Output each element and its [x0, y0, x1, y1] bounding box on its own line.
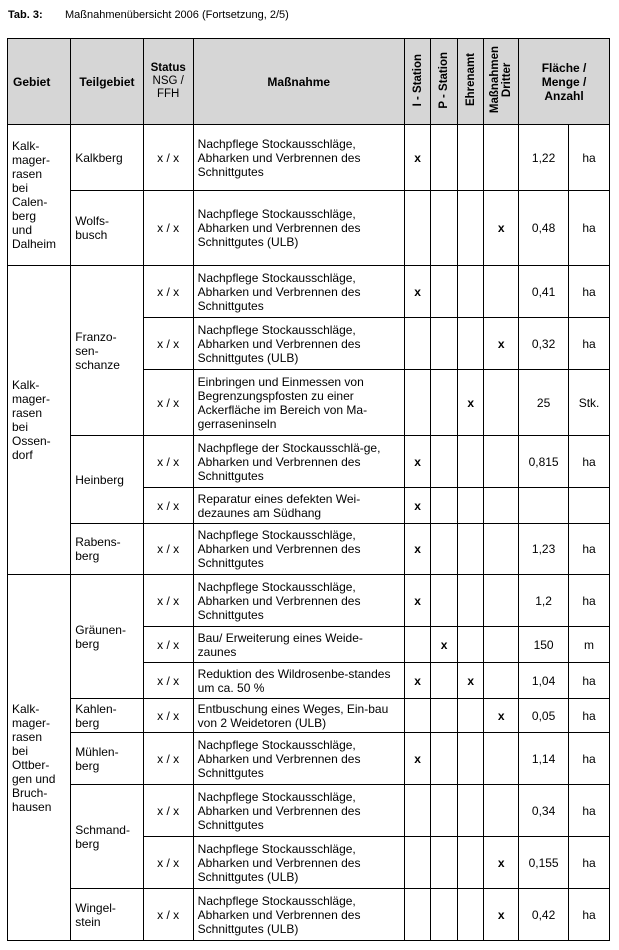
- dritter-cell: [484, 785, 519, 837]
- header-i-station: [404, 39, 431, 125]
- status-cell: x / x: [143, 575, 193, 627]
- p-station-cell: [431, 488, 458, 524]
- teilgebiet-cell: Kahlen- berg: [71, 699, 143, 733]
- table-row: [8, 524, 610, 575]
- ehrenamt-cell: [457, 488, 484, 524]
- ehrenamt-cell: [457, 889, 484, 941]
- value-cell: 0,05: [519, 699, 569, 733]
- value-cell: 0,815: [519, 436, 569, 488]
- status-cell: x / x: [143, 191, 193, 266]
- i-station-cell: [404, 785, 431, 837]
- table-row: [8, 785, 610, 837]
- ehrenamt-cell: [457, 191, 484, 266]
- i-station-cell: [404, 191, 431, 266]
- table-caption: [8, 9, 289, 21]
- massnahme-cell: Nachpflege Stockausschläge, Abharken und Verbrennen des Schnittgutes (ULB): [193, 837, 404, 889]
- p-station-cell: [431, 575, 458, 627]
- dritter-cell: x: [484, 318, 519, 370]
- caption-text: Maßnahmenübersicht 2006 (Fortsetzung, 2/5): [65, 9, 289, 21]
- i-station-cell: x: [404, 733, 431, 785]
- massnahme-cell: Nachpflege Stockausschläge, Abharken und Verbrennen des Schnittgutes: [193, 575, 404, 627]
- massnahme-cell: Nachpflege Stockausschläge, Abharken und Verbrennen des Schnittgutes (ULB): [193, 889, 404, 941]
- dritter-cell: x: [484, 837, 519, 889]
- ehrenamt-cell: x: [457, 370, 484, 436]
- table-row: [8, 889, 610, 941]
- teilgebiet-cell: Rabens- berg: [71, 524, 143, 575]
- dritter-cell: x: [484, 889, 519, 941]
- unit-cell: ha: [569, 733, 610, 785]
- value-cell: 0,155: [519, 837, 569, 889]
- table-row: [8, 266, 610, 318]
- i-station-cell: x: [404, 663, 431, 699]
- value-cell: 1,14: [519, 733, 569, 785]
- gebiet-cell: Kalk- mager- rasen bei Calen- berg und Dalheim: [8, 125, 71, 266]
- p-station-cell: [431, 266, 458, 318]
- ehrenamt-cell: [457, 575, 484, 627]
- table-row: [8, 191, 610, 266]
- i-station-cell: [404, 889, 431, 941]
- p-station-cell: [431, 663, 458, 699]
- unit-cell: m: [569, 627, 610, 663]
- p-station-cell: [431, 370, 458, 436]
- status-cell: x / x: [143, 436, 193, 488]
- dritter-cell: [484, 436, 519, 488]
- unit-cell: ha: [569, 266, 610, 318]
- ehrenamt-cell: [457, 785, 484, 837]
- status-cell: x / x: [143, 663, 193, 699]
- unit-cell: [569, 488, 610, 524]
- header-status-sub: NSG / FFH: [152, 75, 184, 100]
- gebiet-cell: Kalk- mager- rasen bei Ottber- gen und Bruch- hausen: [8, 575, 71, 941]
- table-row: [8, 125, 610, 191]
- value-cell: 1,23: [519, 524, 569, 575]
- value-cell: 1,22: [519, 125, 569, 191]
- dritter-cell: [484, 575, 519, 627]
- teilgebiet-cell: Wolfs- busch: [71, 191, 143, 266]
- unit-cell: Stk.: [569, 370, 610, 436]
- i-station-cell: [404, 627, 431, 663]
- i-station-cell: x: [404, 266, 431, 318]
- status-cell: x / x: [143, 370, 193, 436]
- ehrenamt-cell: [457, 524, 484, 575]
- table-body: [8, 125, 610, 941]
- unit-cell: ha: [569, 785, 610, 837]
- status-cell: x / x: [143, 318, 193, 370]
- header-flaeche: Fläche / Menge / Anzahl: [519, 39, 610, 125]
- unit-cell: ha: [569, 436, 610, 488]
- status-cell: x / x: [143, 125, 193, 191]
- ehrenamt-cell: [457, 699, 484, 733]
- header-p-station: [431, 39, 458, 125]
- i-station-cell: x: [404, 524, 431, 575]
- teilgebiet-cell: Gräunen- berg: [71, 575, 143, 699]
- massnahme-cell: Nachpflege Stockausschläge, Abharken und Verbrennen des Schnittgutes: [193, 266, 404, 318]
- status-cell: x / x: [143, 889, 193, 941]
- value-cell: [519, 488, 569, 524]
- teilgebiet-cell: Wingel- stein: [71, 889, 143, 941]
- status-cell: x / x: [143, 837, 193, 889]
- i-station-cell: [404, 370, 431, 436]
- status-cell: x / x: [143, 266, 193, 318]
- massnahme-cell: Nachpflege Stockausschläge, Abharken und Verbrennen des Schnittgutes: [193, 524, 404, 575]
- unit-cell: ha: [569, 318, 610, 370]
- header-massnahmen-dritter: [484, 39, 519, 125]
- dritter-cell: [484, 125, 519, 191]
- unit-cell: ha: [569, 663, 610, 699]
- dritter-cell: [484, 488, 519, 524]
- i-station-cell: x: [404, 575, 431, 627]
- p-station-cell: [431, 837, 458, 889]
- teilgebiet-cell: Mühlen- berg: [71, 733, 143, 785]
- header-gebiet: Gebiet: [8, 39, 71, 125]
- ehrenamt-cell: [457, 436, 484, 488]
- status-cell: x / x: [143, 488, 193, 524]
- teilgebiet-cell: Kalkberg: [71, 125, 143, 191]
- dritter-cell: [484, 370, 519, 436]
- status-cell: x / x: [143, 785, 193, 837]
- value-cell: 0,48: [519, 191, 569, 266]
- massnahme-cell: Nachpflege der Stockausschlä-ge, Abharken und Verbrennen des Schnittgutes: [193, 436, 404, 488]
- dritter-cell: [484, 524, 519, 575]
- header-ehrenamt-label: Ehrenamt: [464, 53, 477, 107]
- status-cell: x / x: [143, 524, 193, 575]
- value-cell: 25: [519, 370, 569, 436]
- dritter-cell: [484, 266, 519, 318]
- teilgebiet-cell: Franzo- sen- schanze: [71, 266, 143, 436]
- i-station-cell: [404, 837, 431, 889]
- header-status: [143, 39, 193, 125]
- dritter-cell: [484, 627, 519, 663]
- p-station-cell: [431, 125, 458, 191]
- value-cell: 0,42: [519, 889, 569, 941]
- value-cell: 0,41: [519, 266, 569, 318]
- ehrenamt-cell: [457, 125, 484, 191]
- p-station-cell: [431, 191, 458, 266]
- table-row: [8, 733, 610, 785]
- unit-cell: ha: [569, 125, 610, 191]
- ehrenamt-cell: [457, 318, 484, 370]
- teilgebiet-cell: Heinberg: [71, 436, 143, 524]
- massnahme-cell: Nachpflege Stockausschläge, Abharken und Verbrennen des Schnittgutes: [193, 733, 404, 785]
- dritter-cell: x: [484, 191, 519, 266]
- i-station-cell: x: [404, 436, 431, 488]
- value-cell: 0,34: [519, 785, 569, 837]
- ehrenamt-cell: [457, 627, 484, 663]
- ehrenamt-cell: [457, 266, 484, 318]
- i-station-cell: x: [404, 125, 431, 191]
- dritter-cell: [484, 733, 519, 785]
- p-station-cell: [431, 436, 458, 488]
- table-row: [8, 436, 610, 488]
- i-station-cell: [404, 699, 431, 733]
- teilgebiet-cell: Schmand- berg: [71, 785, 143, 889]
- gebiet-cell: Kalk- mager- rasen bei Ossen- dorf: [8, 266, 71, 575]
- unit-cell: ha: [569, 191, 610, 266]
- value-cell: 150: [519, 627, 569, 663]
- ehrenamt-cell: [457, 733, 484, 785]
- massnahme-cell: Reduktion des Wildrosenbe-standes um ca. 50 %: [193, 663, 404, 699]
- header-massnahmen-dritter-label: Maßnahmen Dritter: [489, 46, 514, 114]
- massnahme-cell: Nachpflege Stockausschläge, Abharken und Verbrennen des Schnittgutes (ULB): [193, 318, 404, 370]
- massnahme-cell: Nachpflege Stockausschläge, Abharken und Verbrennen des Schnittgutes (ULB): [193, 191, 404, 266]
- p-station-cell: [431, 699, 458, 733]
- header-p-station-label: P - Station: [438, 51, 451, 109]
- p-station-cell: [431, 524, 458, 575]
- p-station-cell: x: [431, 627, 458, 663]
- status-cell: x / x: [143, 627, 193, 663]
- dritter-cell: x: [484, 699, 519, 733]
- ehrenamt-cell: [457, 837, 484, 889]
- header-ehrenamt: [457, 39, 484, 125]
- unit-cell: ha: [569, 575, 610, 627]
- massnahme-cell: Nachpflege Stockausschläge, Abharken und Verbrennen des Schnittgutes: [193, 785, 404, 837]
- measures-table: [7, 38, 610, 941]
- status-cell: x / x: [143, 699, 193, 733]
- header-status-title: Status: [150, 62, 186, 74]
- dritter-cell: [484, 663, 519, 699]
- value-cell: 1,04: [519, 663, 569, 699]
- ehrenamt-cell: x: [457, 663, 484, 699]
- p-station-cell: [431, 733, 458, 785]
- status-cell: x / x: [143, 733, 193, 785]
- p-station-cell: [431, 889, 458, 941]
- massnahme-cell: Nachpflege Stockausschläge, Abharken und Verbrennen des Schnittgutes: [193, 125, 404, 191]
- header-row: [8, 39, 610, 125]
- value-cell: 0,32: [519, 318, 569, 370]
- i-station-cell: [404, 318, 431, 370]
- unit-cell: ha: [569, 524, 610, 575]
- massnahme-cell: Einbringen und Einmessen von Begrenzungspfosten zu einer Ackerfläche im Bereich von Ma-gerraseninseln: [193, 370, 404, 436]
- caption-label: Tab. 3:: [8, 9, 43, 21]
- header-i-station-label: I - Station: [411, 53, 424, 107]
- p-station-cell: [431, 318, 458, 370]
- value-cell: 1,2: [519, 575, 569, 627]
- i-station-cell: x: [404, 488, 431, 524]
- table-row: [8, 699, 610, 733]
- massnahme-cell: Entbuschung eines Weges, Ein-bau von 2 Weidetoren (ULB): [193, 699, 404, 733]
- unit-cell: ha: [569, 837, 610, 889]
- massnahme-cell: Reparatur eines defekten Wei-dezaunes am Südhang: [193, 488, 404, 524]
- massnahme-cell: Bau/ Erweiterung eines Weide-zaunes: [193, 627, 404, 663]
- p-station-cell: [431, 785, 458, 837]
- header-massnahme: Maßnahme: [193, 39, 404, 125]
- unit-cell: ha: [569, 699, 610, 733]
- header-teilgebiet: Teilgebiet: [71, 39, 143, 125]
- unit-cell: ha: [569, 889, 610, 941]
- table-row: [8, 575, 610, 627]
